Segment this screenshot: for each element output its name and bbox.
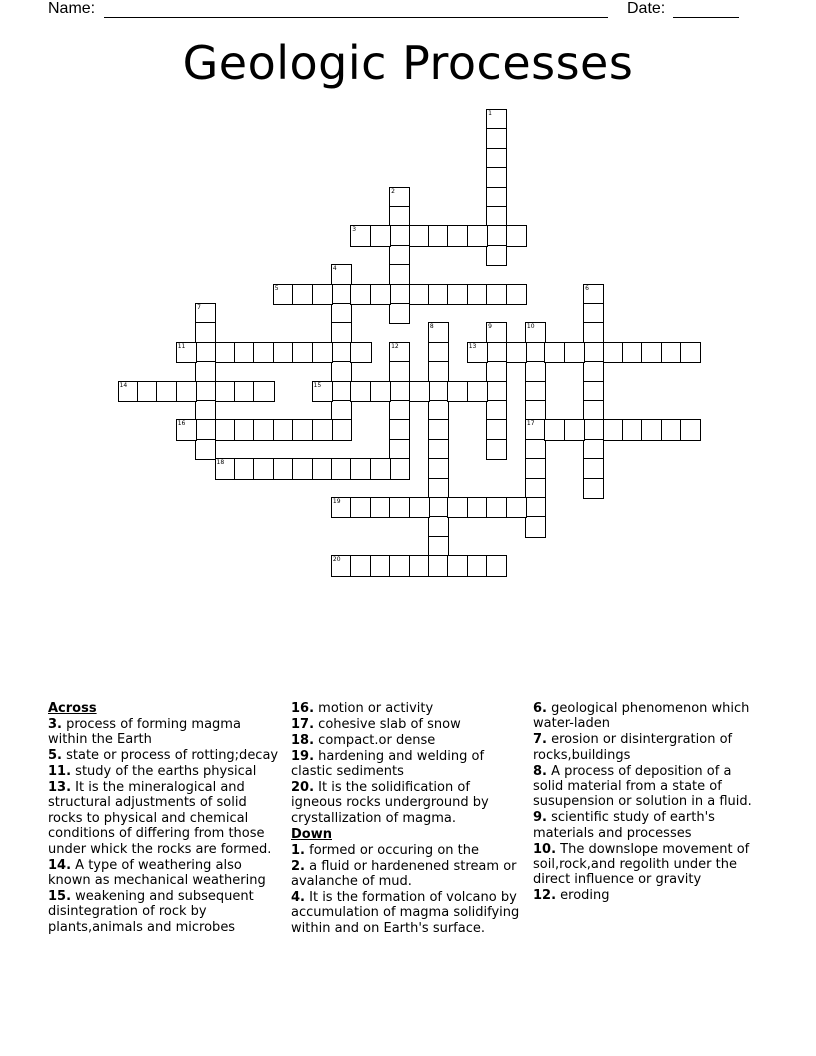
- crossword-cell[interactable]: [409, 284, 430, 305]
- clue-number: 6: [585, 284, 589, 292]
- crossword-cell[interactable]: [389, 439, 410, 460]
- crossword-cell[interactable]: [292, 342, 313, 363]
- crossword-cell[interactable]: [215, 458, 236, 479]
- crossword-cell[interactable]: [661, 419, 682, 440]
- crossword-cell[interactable]: [370, 225, 391, 246]
- crossword-cell[interactable]: [389, 187, 410, 208]
- crossword-cell[interactable]: [389, 225, 410, 246]
- crossword-cell[interactable]: [564, 419, 585, 440]
- crossword-cell[interactable]: [603, 342, 624, 363]
- crossword-cell[interactable]: [176, 381, 197, 402]
- crossword-cell[interactable]: [331, 303, 352, 324]
- clue-across-3: 3. process of forming magma within the Earth: [48, 716, 241, 748]
- clue-across-15: 15. weakening and subsequent disintegration of rock by plants,animals and microbes: [48, 888, 254, 935]
- crossword-cell[interactable]: [525, 342, 546, 363]
- crossword-cell[interactable]: [486, 128, 507, 149]
- crossword-cell[interactable]: [583, 478, 604, 499]
- clue-down-8: 8. A process of deposition of a solid material from a state of susupension or solution in a fluid.: [533, 763, 752, 810]
- crossword-cell[interactable]: [486, 187, 507, 208]
- crossword-cell[interactable]: [409, 497, 430, 518]
- crossword-cell[interactable]: [215, 381, 236, 402]
- crossword-cell[interactable]: [641, 342, 662, 363]
- crossword-cell[interactable]: [428, 458, 449, 479]
- clue-number: 5: [274, 284, 279, 292]
- crossword-cell[interactable]: [195, 419, 216, 440]
- crossword-cell[interactable]: [195, 322, 216, 343]
- clue-number: 2: [391, 187, 395, 195]
- crossword-cell[interactable]: [447, 497, 468, 518]
- crossword-cell[interactable]: [680, 419, 701, 440]
- crossword-cell[interactable]: [389, 342, 410, 363]
- crossword-cell[interactable]: [331, 497, 352, 518]
- crossword-cell[interactable]: [506, 342, 527, 363]
- crossword-cell[interactable]: [312, 381, 333, 402]
- crossword-cell[interactable]: [292, 284, 313, 305]
- crossword-cell[interactable]: [253, 419, 274, 440]
- crossword-cell[interactable]: [428, 497, 449, 518]
- crossword-cell[interactable]: [428, 419, 449, 440]
- crossword-cell[interactable]: [215, 342, 236, 363]
- crossword-cell[interactable]: [622, 342, 643, 363]
- crossword-cell[interactable]: [195, 342, 216, 363]
- crossword-cell[interactable]: [234, 342, 255, 363]
- crossword-cell[interactable]: [273, 284, 294, 305]
- crossword-cell[interactable]: [331, 361, 352, 382]
- clue-number: 7: [197, 304, 201, 311]
- crossword-cell[interactable]: [661, 342, 682, 363]
- crossword-cell[interactable]: [467, 284, 488, 305]
- crossword-cell[interactable]: [467, 225, 488, 246]
- crossword-cell[interactable]: [447, 555, 468, 576]
- crossword-cell[interactable]: [486, 361, 507, 382]
- crossword-cell[interactable]: [680, 342, 701, 363]
- clue-down-12: 12. eroding: [533, 888, 610, 904]
- crossword-cell[interactable]: [486, 284, 507, 305]
- crossword-cell[interactable]: [525, 322, 546, 343]
- page-title: Geologic Processes: [182, 36, 634, 90]
- crossword-cell[interactable]: [389, 555, 410, 576]
- crossword-cell[interactable]: [350, 225, 371, 246]
- crossword-cell[interactable]: [253, 458, 274, 479]
- crossword-cell[interactable]: [370, 555, 391, 576]
- clue-across-20: 20. It is the solidification of igneous rocks underground by crystallization of magma.: [291, 780, 489, 826]
- clue-across-18: 18. compact.or dense: [291, 732, 436, 748]
- crossword-cell[interactable]: [389, 458, 410, 479]
- crossword-cell[interactable]: [467, 497, 488, 518]
- crossword-cell[interactable]: [195, 361, 216, 382]
- crossword-cell[interactable]: [409, 555, 430, 576]
- crossword-cell[interactable]: [370, 497, 391, 518]
- crossword-cell[interactable]: [486, 342, 507, 363]
- crossword-cell[interactable]: [331, 458, 352, 479]
- clue-number: 14: [119, 381, 128, 389]
- clue-number: 12: [391, 342, 399, 350]
- crossword-cell[interactable]: [467, 342, 488, 363]
- clue-across-13: 13. It is the mineralogical and structural adjustments of solid rocks to physical and chemical conditions of differing from those under whick the rocks are formed.: [48, 780, 272, 857]
- crossword-cell[interactable]: [273, 342, 294, 363]
- crossword-cell[interactable]: [312, 342, 333, 363]
- crossword-cell[interactable]: [525, 478, 546, 499]
- crossword-cell[interactable]: [583, 303, 604, 324]
- clue-across-17: 17. cohesive slab of snow: [291, 716, 461, 732]
- clue-number: 18: [216, 459, 225, 467]
- clues-column-1: [48, 701, 284, 936]
- crossword-cell[interactable]: [603, 419, 624, 440]
- crossword-cell[interactable]: [486, 381, 507, 402]
- clue-number: 10: [526, 323, 535, 331]
- clue-number: 11: [177, 342, 186, 350]
- crossword-cell[interactable]: [583, 284, 604, 305]
- crossword-cell[interactable]: [525, 516, 546, 537]
- crossword-cell[interactable]: [428, 516, 449, 537]
- clue-down-7: 7. erosion or disintergration of rocks,buildings: [533, 732, 733, 763]
- crossword-cell[interactable]: [273, 458, 294, 479]
- crossword-cell[interactable]: [234, 419, 255, 440]
- crossword-cell[interactable]: [641, 419, 662, 440]
- crossword-cell[interactable]: [583, 439, 604, 460]
- crossword-cell[interactable]: [583, 342, 604, 363]
- across-heading: Across: [48, 701, 97, 716]
- crossword-cell[interactable]: [234, 458, 255, 479]
- crossword-cell[interactable]: [350, 284, 371, 305]
- crossword-cell[interactable]: [525, 497, 546, 518]
- crossword-cell[interactable]: [331, 342, 352, 363]
- crossword-cell[interactable]: [156, 381, 177, 402]
- crossword-cell[interactable]: [195, 400, 216, 421]
- date-label: Date:: [627, 0, 666, 17]
- crossword-cell[interactable]: [215, 419, 236, 440]
- crossword-cell[interactable]: [486, 148, 507, 169]
- crossword-cell[interactable]: [137, 381, 158, 402]
- crossword-cell[interactable]: [428, 361, 449, 382]
- crossword-cell[interactable]: [428, 536, 449, 557]
- crossword-cell[interactable]: [350, 381, 371, 402]
- crossword-cell[interactable]: [486, 322, 507, 343]
- crossword-cell[interactable]: [331, 400, 352, 421]
- crossword-cell[interactable]: [428, 555, 449, 576]
- crossword-cell[interactable]: [525, 381, 546, 402]
- crossword-cell[interactable]: [253, 342, 274, 363]
- clue-number: 9: [488, 323, 492, 331]
- crossword-cell[interactable]: [583, 322, 604, 343]
- crossword-cell[interactable]: [331, 381, 352, 402]
- clue-number: 16: [177, 420, 186, 428]
- crossword-cell[interactable]: [486, 400, 507, 421]
- crossword-cell[interactable]: [331, 264, 352, 285]
- crossword-cell[interactable]: [447, 381, 468, 402]
- clue-number: 3: [352, 226, 357, 234]
- crossword-cell[interactable]: [428, 342, 449, 363]
- crossword-cell[interactable]: [350, 555, 371, 576]
- clue-number: 17: [526, 420, 535, 428]
- crossword-cell[interactable]: [350, 497, 371, 518]
- crossword-cell[interactable]: [195, 303, 216, 324]
- clue-down-1: 1. formed or occuring on the: [291, 842, 479, 858]
- crossword-cell[interactable]: [176, 419, 197, 440]
- crossword-cell[interactable]: [331, 284, 352, 305]
- crossword-cell[interactable]: [350, 458, 371, 479]
- crossword-cell[interactable]: [525, 361, 546, 382]
- crossword-cell[interactable]: [428, 400, 449, 421]
- clue-number: 15: [313, 381, 322, 389]
- crossword-cell[interactable]: [525, 400, 546, 421]
- crossword-cell[interactable]: [467, 555, 488, 576]
- clue-down-10: 10. The downslope movement of soil,rock,and regolith under the direct influence or gravity: [533, 841, 750, 888]
- crossword-cell[interactable]: [273, 419, 294, 440]
- clue-number: 4: [332, 265, 337, 273]
- crossword-cell[interactable]: [370, 458, 391, 479]
- crossword-cell[interactable]: [486, 497, 507, 518]
- clues-column-2: [291, 701, 521, 937]
- crossword-cell[interactable]: [447, 225, 468, 246]
- crossword-cell[interactable]: [312, 458, 333, 479]
- crossword-cell[interactable]: [486, 225, 507, 246]
- crossword-cell[interactable]: [331, 555, 352, 576]
- crossword-cell[interactable]: [389, 381, 410, 402]
- clue-down-6: 6. geological phenomenon which water-laden: [533, 701, 750, 732]
- crossword-cell[interactable]: [292, 419, 313, 440]
- clue-number: 1: [488, 110, 492, 117]
- crossword-cell[interactable]: [389, 264, 410, 285]
- clue-down-2: 2. a fluid or hardenened stream or avalanche of mud.: [291, 858, 517, 889]
- crossword-cell[interactable]: [486, 555, 507, 576]
- clue-number: 13: [468, 342, 477, 350]
- crossword-cell[interactable]: [409, 225, 430, 246]
- crossword-cell[interactable]: [331, 322, 352, 343]
- crossword-cell[interactable]: [370, 381, 391, 402]
- clue-across-19: 19. hardening and welding of clastic sediments: [291, 748, 485, 780]
- crossword-cell[interactable]: [583, 458, 604, 479]
- crossword-cell[interactable]: [583, 361, 604, 382]
- clue-across-5: 5. state or process of rotting;decay: [48, 748, 279, 764]
- crossword-cell[interactable]: [312, 284, 333, 305]
- crossword-cell[interactable]: [234, 381, 255, 402]
- crossword-cell[interactable]: [428, 381, 449, 402]
- clue-down-4: 4. It is the formation of volcano by accumulation of magma solidifying within and on Earth's surface.: [291, 889, 520, 936]
- crossword-cell[interactable]: [506, 284, 527, 305]
- crossword-cell[interactable]: [525, 419, 546, 440]
- crossword-cell[interactable]: [564, 342, 585, 363]
- crossword-cell[interactable]: [447, 284, 468, 305]
- crossword-cell[interactable]: [544, 342, 565, 363]
- clue-across-16: 16. motion or activity: [291, 701, 434, 716]
- crossword-cell[interactable]: [428, 322, 449, 343]
- crossword-cell[interactable]: [486, 439, 507, 460]
- clue-number: 19: [332, 498, 341, 505]
- crossword-cell[interactable]: [583, 381, 604, 402]
- crossword-cell[interactable]: [583, 400, 604, 421]
- crossword-cell[interactable]: [486, 245, 507, 266]
- crossword-cell[interactable]: [389, 497, 410, 518]
- clue-number: 20: [332, 556, 341, 564]
- crossword-cell[interactable]: [544, 419, 565, 440]
- crossword-cell[interactable]: [622, 419, 643, 440]
- crossword-cell[interactable]: [176, 342, 197, 363]
- crossword-cell[interactable]: [428, 225, 449, 246]
- crossword-cell[interactable]: [292, 458, 313, 479]
- crossword-cell[interactable]: [428, 478, 449, 499]
- crossword-cell[interactable]: [195, 439, 216, 460]
- crossword-cell[interactable]: [118, 381, 139, 402]
- crossword-cell[interactable]: [195, 381, 216, 402]
- crossword-cell[interactable]: [389, 303, 410, 324]
- crossword-cell[interactable]: [486, 109, 507, 130]
- crossword-cell[interactable]: [583, 419, 604, 440]
- crossword-cell[interactable]: [486, 167, 507, 188]
- crossword-cell[interactable]: [350, 342, 371, 363]
- crossword-cell[interactable]: [486, 206, 507, 227]
- crossword-cell[interactable]: [428, 439, 449, 460]
- crossword-cell[interactable]: [486, 419, 507, 440]
- crossword-cell[interactable]: [428, 284, 449, 305]
- crossword-cell[interactable]: [331, 419, 352, 440]
- clue-across-11: 11. study of the earths physical: [48, 764, 257, 780]
- crossword-cell[interactable]: [253, 381, 274, 402]
- crossword-cell[interactable]: [506, 225, 527, 246]
- crossword-cell[interactable]: [389, 284, 410, 305]
- crossword-cell[interactable]: [506, 497, 527, 518]
- crossword-cell[interactable]: [389, 400, 410, 421]
- crossword-cell[interactable]: [389, 419, 410, 440]
- clues-column-3: [533, 701, 765, 904]
- crossword-cell[interactable]: [525, 458, 546, 479]
- crossword-cell[interactable]: [525, 439, 546, 460]
- crossword-cell[interactable]: [409, 381, 430, 402]
- name-label: Name:: [48, 0, 96, 17]
- crossword-cell[interactable]: [389, 206, 410, 227]
- crossword-cell[interactable]: [389, 245, 410, 266]
- crossword-cell[interactable]: [370, 284, 391, 305]
- clue-number: 8: [429, 323, 434, 331]
- clue-across-14: 14. A type of weathering also known as mechanical weathering: [48, 857, 266, 888]
- down-heading: Down: [291, 826, 332, 842]
- crossword-cell[interactable]: [389, 361, 410, 382]
- clue-down-9: 9. scientific study of earth's materials and processes: [533, 810, 715, 841]
- crossword-cell[interactable]: [312, 419, 333, 440]
- crossword-cell[interactable]: [467, 381, 488, 402]
